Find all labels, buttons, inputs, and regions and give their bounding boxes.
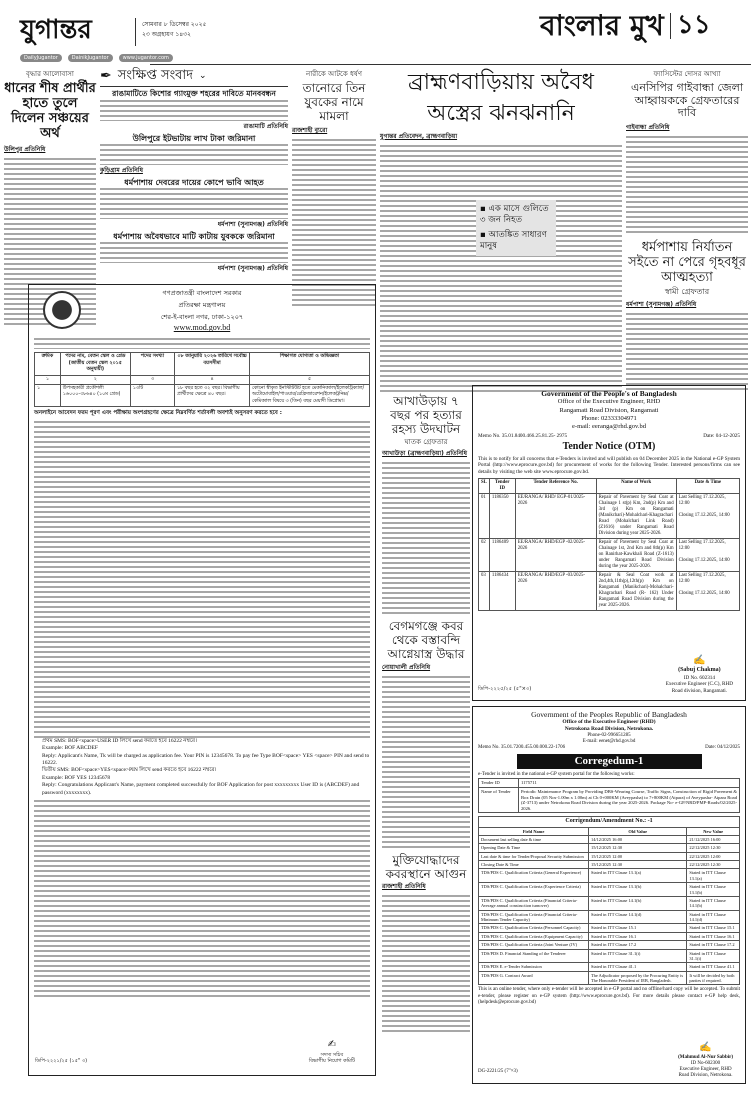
body-text [100,143,288,165]
headline: এনসিপির গাইবান্ধা জেলা আহ্বায়ককে গ্রেফতারের দাবি [630,81,744,120]
byline: গাইবান্ধা প্রতিনিধি [626,123,670,131]
section-header [540,10,711,42]
kicker: বৃদ্ধার আলোবাসা [26,70,74,78]
tender-notice: Government of the People's of Bangladesh Office of the Executive Engineer, RHD Rangamati Road Division, Rangamati Phone: 02333304971 e-mail: eeranga@rhd.gov.bd Memo No. 35.01.8400.466.25.81.25- 2975 Date: 04-12-2025 Tender Notice (OTM) This is to notify for all concerns that e-Tenders is invited and will publish on 04 December 2025 in the National e-GP System Portal (http://www.eprocure.gov.bd) for procurement of works for the following Tender. Interested persons/firms can see details by visiting the web site www.eprocure.gov.bd. SL Tender ID Tender Reference No. Name of Work Date & Time 01 1186350 EE/RANGA/ RHD/ EGP-01/2025-2026 Repair of Pavement by Seal Coat at Chainage 1 st(p) Km, 2nd(p) Km and 3rd (p) Km on Rangamati (Manikchari)-Mohalchari-Khagrachari Road (Mohalchari Link Road) (Z1616) under Rangamati Road Division during year 2025-2026. Last Selling 17.12.2025, 12:00 Closing 17.12.2025, 14:00 02 1186409 EE/RANGA/ RHD/EGP -02/2025-2026 Repair of Pavement by Seal Coat at Chainage 1st, 2nd Km and 8th(p) Km on Ranirhat-Kawkhali Road (Z-1613) under Rangamati Road Division during the year 2025-2026. Last Selling 17.12.2025, 12:00 Closing 17.12.2025, 14:00 03 1186434 EE/RANGA/ RHD/EGP -03/2025-2026 Repair & Seal Coat work at 2nd,4th,11th(p),12th(p) Km on Rangamati (Manikchari)-Mohalchari-Khagrachari Road (R- 162) Under Rangamati Road Division during the year 2025-2026. Last Selling 17.12.2025, 12:00 Closing 17.12.2025, 14:00 ✍ (Sabuj Chakma) ID No. 602314 Executive Engineer (C.C), RHD Road division, Rangamati. ডিপি-২২২৫/২৫ (৫"×৩) [472,385,746,701]
tender-info-table: Tender ID 1175711 Name of Tender Periodic Maintenance Program by Providing DBS-Wearing Course, Traffic Signs, Construction of Rigid Pavement & Box Drain (05 Nos-1.00m x 1.00m) at Ch 0+000KM (Aveypasha) to 7+800KM (Atpara) of Aveypasha- Atpara Road (Z-3713) under Netrokona Road Division during the year 2025-2026. Package No- e-GP/NRD/PMP-Roads/02/2025-2026. [478,778,740,813]
section-title: বাংলার মুখ [540,9,664,42]
tender-table: SL Tender ID Tender Reference No. Name of Work Date & Time 01 1186350 EE/RANGA/ RHD/ EGP-01/2025-2026 Repair of Pavement by Seal Coat at Chainage 1 st(p) Km, 2nd(p) Km and 3rd (p) Km on Rangamati (Manikchari)-Mohalchari-Khagrachari Road (Mohalchari Link Road) (Z1616) under Rangamati Road Division during year 2025-2026. Last Selling 17.12.2025, 12:00 Closing 17.12.2025, 14:00 02 1186409 EE/RANGA/ RHD/EGP -02/2025-2026 Repair of Pavement by Seal Coat at Chainage 1st, 2nd Km and 8th(p) Km on Ranirhat-Kawkhali Road (Z-1613) under Rangamati Road Division during the year 2025-2026. Last Selling 17.12.2025, 12:00 Closing 17.12.2025, 14:00 03 1186434 EE/RANGA/ RHD/EGP -03/2025-2026 Repair & Seal Coat work at 2nd,4th,11th(p),12th(p) Km on Rangamati (Manikchari)-Mohalchari-Khagrachari Road (R- 162) Under Rangamati Road Division during the year 2025-2026. Last Selling 17.12.2025, 12:00 Closing 17.12.2025, 14:00 [478,478,740,611]
subheadline: স্বামী গ্রেফতার [664,286,710,296]
body-text [100,99,288,121]
table-row: TDS/PDS C. Qualification Criteria (Joint Venture (JV) Stated in ITT Clause 17.2 Stated in ITT Clause 17.2 [479,941,740,949]
body-text [382,675,470,850]
masthead-rule [150,64,751,65]
pen-icon: ✒ [100,68,112,84]
ad-address: শের-ই-বাংলা নগর, ঢাকা-১২০৭ [160,312,244,321]
social-facebook-link-2[interactable]: DainikJugantor [68,54,113,62]
brief-headline: রাঙামাটিতে কিশোর গ্যাংমুক্ত শহরের দাবিতে মানববন্ধন [112,89,276,98]
briefs-title: সংক্ষিপ্ত সংবাদ [117,67,194,83]
body-text [100,187,288,219]
table-row: TDS/PDS G. Contract Award The Adjudicator proposed by the Procuring Entity is The Honorable President of IEB, Bangladesh. It will be decided by both parties if required. [479,971,740,985]
body-text [100,241,288,263]
headline: ধানের শীষ প্রার্থীর হাতে তুলে দিলেন সঞ্চয়ের অর্থ [4,81,96,141]
social-facebook-link[interactable]: DailyJugantor [20,54,62,62]
table-row: TDS/PDS C. Qualification Criteria (Financial Criteria-Minimum Tender Capacity) Stated in ITT Clause 14.1(d) Stated in ITT Clause 14.1(d) [479,910,740,924]
chevron-down-icon: ⌄ [199,71,207,81]
byline: ধর্মপাশা (সুনামগঞ্জ) প্রতিনিধি [217,265,288,273]
instructions-text [34,799,370,999]
headline: মুক্তিযোদ্ধাদের কবরস্থানে আগুন [385,852,467,881]
table-row: Opening Date & Time 15/12/2025 12:30 22/12/2025 12:30 [479,844,740,852]
corr-signature: ✍ (Mahmud Al-Nur Sabbir) ID No-602300 Executive Engineer, RHD Road Division, Netrokona. [678,1042,733,1078]
instructions-heading: অনলাইনে আবেদন ফরম পূরণ এবং পরীক্ষায় অংশগ্রহণের ক্ষেত্রে নিম্নবর্ণিত শর্তাবলী অবশ্যই অনুসরণ করতে হবে : [34,410,282,417]
corr-footer: This is an online tender, where only e-tender will be accepted in e-GP portal and no offline/hard copy will be accepted. To submit e-tender, please register on e-GP system (http://www.eprocure.gov.bd). For more details please contact e-GP help desk, (helpdesk@eprocure.gov.bd) [478,987,740,1005]
table-row: Closing Date & Time 15/12/2025 12:30 22/12/2025 12:30 [479,861,740,869]
brief-headline: উলিপুরে ইটভাটায় লাখ টাকা জরিমানা [132,133,256,143]
ad-gov: গণপ্রজাতন্ত্রী বাংলাদেশ সরকার [162,289,242,297]
tender-signature: ✍ (Sabuj Chakma) ID No. 602314 Executive Engineer (C.C), RHD Road division, Rangamati. [665,654,733,694]
masthead [20,16,440,66]
table-row: ১ উপসহকারী প্রকৌশলী ১৬০০০-৩৮৬৪০ (১০ম গ্রেড) ১৩টি ১৮ বছর হতে ৩২ বছর। বিভাগীয় প্রার্থীদের ক্ষেত্রে ৪০ বছর। কোনো স্বীকৃত ইনস্টিটিউট হতে মেকানিক্যাল/ইলেকট্রিক্যাল/অটোমোবাইল/পাওয়ার/রেফ্রিজারেশন/ইলেকট্রনিক্স/কেমিক্যাল বিষয়ে ৩ (তিন) বছর মেয়াদী ডিপ্লোমা। [35,384,370,406]
body-text [292,138,376,308]
byline: উলিপুর প্রতিনিধি [4,145,46,153]
government-seal-icon [43,291,81,329]
table-row: 02 1186409 EE/RANGA/ RHD/EGP -02/2025-2026 Repair of Pavement by Seal Coat at Chainage 1st, 2nd Km and 8th(p) Km on Ranirhat-Kawkhali Road (Z-1613) under Rangamati Road Division during the year 2025-2026. Last Selling 17.12.2025, 12:00 Closing 17.12.2025, 14:00 [479,539,740,572]
corr-gov: Government of the Peoples Republic of Bangladesh [531,710,687,719]
date-bangla: ২৩ অগ্রহায়ণ ১৪৩২ [142,31,191,38]
byline: রাজশাহী প্রতিনিধি [382,883,426,891]
corr-title: Corregedum-1 [517,754,702,769]
byline: যুগান্তর প্রতিবেদন, ব্রাহ্মণবাড়িয়া [380,132,458,140]
byline: কুড়িগ্রাম প্রতিনিধি [100,166,143,174]
body-text [34,337,370,349]
story-col3 [292,68,376,308]
headline: ধর্মপাশায় নির্যাতন সইতে না পেরে গৃহবধূর আত্মহত্যা [628,239,746,285]
tender-title: Tender Notice (OTM) [562,441,656,453]
mid-column [382,395,470,1034]
byline: নোয়াখালী প্রতিনিধি [382,663,431,671]
posts-table: ক্রমিক পদের নাম, বেতন স্কেল ও গ্রেড (জাতীয় বেতন স্কেল ২০১৫ অনুযায়ী) পদের সংখ্যা ০৮ জানুয়ারি ২০২৬ তারিখে সর্বোচ্চ বয়সসীমা শিক্ষাগত যোগ্যতা ও অভিজ্ঞতা ১ ২ ৩ ৪ ৫ ১ উপসহকারী প্রকৌশলী ১৬০০০-৩৮৬৪০ (১০ম গ্রেড) ১৩টি ১৮ বছর হতে ৩২ বছর। বিভাগীয় প্রার্থীদের ক্ষেত্রে ৪০ বছর। কোনো স্বীকৃত ইনস্টিটিউট হতে মেকানিক্যাল/ইলেকট্রিক্যাল/অটোমোবাইল/পাওয়ার/রেফ্রিজারেশন/ইলেকট্রনিক্স/কেমিক্যাল বিষয়ে ৩ (তিন) বছর মেয়াদী ডিপ্লোমা। [34,352,370,407]
table-row: TDS/PDS C. Qualification Criteria (Experience Criteria) Stated in ITT Clause 13.1(b) Stated in ITT Clause 13.1(b) [479,883,740,897]
signature-mark: ✍ [699,1042,712,1054]
ad-website-link[interactable]: www.mod.gov.bd [173,323,231,333]
body-text [382,461,470,616]
byline: আখাউড়া (ব্রাহ্মণবাড়িয়া) প্রতিনিধি [382,450,467,458]
kicker: ফ্যাসিস্টের দোসর আখ্যা [653,70,721,78]
brief-headline: ধর্মপাশায় অবৈধভাবে মাটি কাটায় যুবককে জরিমানা [113,232,275,241]
table-row: TDS/PDS C. Qualification Criteria (Personnel Capacity) Stated in ITT Clause 15.1 Stated in ITT Clause 15.1 [479,924,740,932]
logo: যুগান্তর [20,15,92,45]
table-row: TDS/PDS C. Qualification Criteria (Financial Criteria-Average annual construction turnover) Stated in ITT Clause 14.1(b) Stated in ITT Clause 14.1(b) [479,896,740,910]
ad-code: ডিপি-২২২৫/২৫ (৫"×৩) [478,685,532,692]
body-text [382,894,470,1034]
tender-gov: Government of the People's of Bangladesh [541,389,677,398]
signature-mark: ✍ [327,1039,337,1050]
table-row: 01 1186350 EE/RANGA/ RHD/ EGP-01/2025-2026 Repair of Pavement by Seal Coat at Chainage 1 st(p) Km, 2nd(p) Km and 3rd (p) Km on Rangamati (Manikchari)-Mohalchari-Khagrachari Road (Mohalchari Link Road) (Z1616) under Rangamati Road Division during year 2025-2026. Last Selling 17.12.2025, 12:00 Closing 17.12.2025, 14:00 [479,494,740,539]
body-text [380,144,622,394]
briefs-section [100,68,288,274]
byline: ধর্মপাশা (সুনামগঞ্জ) প্রতিনিধি [217,221,288,228]
signature-mark: ✍ [693,654,706,666]
headline: আখাউড়ায় ৭ বছর পর হত্যার রহস্য উদঘাটন [390,394,462,436]
amendment-table: Corrigendum/Amendment No.: -1 Field Name Old Value New Value Document last selling date & time 14/12/2025 16:00 21/12/2025 16:00 Opening Date & Time 15/12/2025 12:30 22/12/2025 12:30 Last date & time for Tender/Proposal Security Submission 15/12/2025 12:00 22/12/2025 12:00 Closing Date & Time 15/12/2025 12:30 22/12/2025 12:30 TDS/PDS C. Qualification Criteria (General Experience) Stated in ITT Clause 13.1(a) Stated in ITT Clause 13.1(a) TDS/PDS C. Qualification Criteria (Experience Criteria) Stated in ITT Clause 13.1(b) Stated in ITT Clause 13.1(b) TDS/PDS C. Qualification Criteria (Financial Criteria-Average annual construction turnover) Stated in ITT Clause 14.1(b) Stated in ITT Clause 14.1(b) TDS/PDS C. Qualification Criteria (Financial Criteria-Minimum Tender Capacity) Stated in ITT Clause 14.1(d) Stated in ITT Clause 14.1(d) TDS/PDS C. Qualification Criteria (Personnel Capacity) Stated in ITT Clause 15.1 Stated in ITT Clause 15.1 TDS/PDS C. Qualification Criteria (Equipment Capacity) Stated in ITT Clause 16.1 Stated in ITT Clause 16.1 TDS/PDS C. Qualification Criteria (Joint Venture (JV) Stated in ITT Clause 17.2 Stated in ITT Clause 17.2 TDS/PDS D. Financial Standing of the Tenderer Stated in ITT Clause 31.1(i) Stated in ITT Clause 31.1(i) TDS/PDS E. e-Tender Submission Stated in ITT Clause 41.1 Stated in ITT Clause 41.1 TDS/PDS G. Contract Award The Adjudicator proposed by the Procuring Entity is The Honorable President of IEB, Bangladesh. It will be decided by both parties if required. [478,816,740,985]
kicker: নারীকে আটকে ধর্ষণ [306,70,362,78]
corrigendum-notice: Government of the Peoples Republic of Bangladesh Office of the Executive Engineer (RHD) Netrokona Road Division, Netrokona. Phone-02-996651285 E-mail: eenet@rhd.gov.bd Memo No. 35.01.7200.455.00.000.22-1706 Date: 04/12/2025 Corregedum-1 e-Tender is invited in the national e-GP system portal for the following works: Tender ID 1175711 Name of Tender Periodic Maintenance Program by Providing DBS-Wearing Course, Traffic Signs, Construction of Rigid Pavement & Box Drain (05 Nos-1.00m x 1.00m) at Ch 0+000KM (Aveypasha) to 7+800KM (Atpara) of Aveypasha- Atpara Road (Z-3713) under Netrokona Road Division during the year 2025-2026. Package No- e-GP/NRD/PMP-Roads/02/2025-2026. Corrigendum/Amendment No.: -1 Field Name Old Value New Value Document last selling date & time 14/12/2025 16:00 21/12/2025 16:00 Opening Date & Time 15/12/2025 12:30 22/12/2025 12:30 Last date & time for Tender/Proposal Security Submission 15/12/2025 12:00 22/12/2025 12:00 Closing Date & Time 15/12/2025 12:30 22/12/2025 12:30 TDS/PDS C. Qualification Criteria (General Experience) Stated in ITT Clause 13.1(a) Stated in ITT Clause 13.1(a) TDS/PDS C. Qualification Criteria (Experience Criteria) Stated in ITT Clause 13.1(b) Stated in ITT Clause 13.1(b) TDS/PDS C. Qualification Criteria (Financial Criteria-Average annual construction turnover) Stated in ITT Clause 14.1(b) Stated in ITT Clause 14.1(b) TDS/PDS C. Qualification Criteria (Financial Criteria-Minimum Tender Capacity) Stated in ITT Clause 14.1(d) Stated in ITT Clause 14.1(d) TDS/PDS C. Qualification Criteria (Personnel Capacity) Stated in ITT Clause 15.1 Stated in ITT Clause 15.1 TDS/PDS C. Qualification Criteria (Equipment Capacity) Stated in ITT Clause 16.1 Stated in ITT Clause 16.1 TDS/PDS C. Qualification Criteria (Joint Venture (JV) Stated in ITT Clause 17.2 Stated in ITT Clause 17.2 TDS/PDS D. Financial Standing of the Tenderer Stated in ITT Clause 31.1(i) Stated in ITT Clause 31.1(i) TDS/PDS E. e-Tender Submission Stated in ITT Clause 41.1 Stated in ITT Clause 41.1 TDS/PDS G. Contract Award The Adjudicator proposed by the Procuring Entity is The Honorable President of IEB, Bangladesh. It will be decided by both parties if required. This is an online tender, where only e-tender will be accepted in e-GP portal and no offline/hard copy will be accepted. To submit e-tender, please register on e-GP system (http://www.eprocure.gov.bd). For more details please contact e-GP help desk, (helpdesk@eprocure.gov.bd) ✍ (Mahmud Al-Nur Sabbir) ID No-602300 Executive Engineer, RHD Road Division, Netrokona. DG-2221/25 (7"×3) [472,706,746,1084]
byline: ধর্মপাশা (সুনামগঞ্জ) প্রতিনিধি [626,300,697,308]
ad-signature: ✍ সদস্য সচিব বিভাগীয় নিয়োগ কমিটি [308,1039,355,1065]
story-col5 [626,68,748,392]
lead-headline-line2: অস্ত্রের ঝনঝনানি [427,101,575,127]
headline: তানোরে তিন যুবকের নামে মামলা [302,81,366,123]
sms-instructions: প্রথম SMS: BOF<space>USER ID লিখে send করতে হবে 16222 নম্বরে। Example: BOF ABCDEF Reply: Applicant's Name, Tk will be charged as application fee. Your PIN is 12345678. To pay fee Type BOF<space> YES <space> PIN and send to 16222. দ্বিতীয় SMS: BOF<space>YES<space>PIN লিখে send করতে হবে 16222 নম্বরে। Example: BOF YES 12345678 Reply: Congratulations Applicant's Name, payment completed successfully for BOF Application for post xxxxxxxxx User ID is (ABCDEF) and password (xxxxxxxx). [42,737,370,796]
ad-code: ডিপি-২২২১/২৫ (১৫" ৩) [35,1058,88,1065]
table-row: TDS/PDS D. Financial Standing of the Tenderer Stated in ITT Clause 31.1(i) Stated in ITT Clause 31.1(i) [479,949,740,963]
table-row: TDS/PDS C. Qualification Criteria (Equipment Capacity) Stated in ITT Clause 16.1 Stated in ITT Clause 16.1 [479,932,740,940]
body-text [626,135,748,235]
date: সোমবার ৮ ডিসেম্বর ২০২৫ [142,21,207,28]
ad-code: DG-2221/25 (7"×3) [478,1068,518,1074]
table-row: TDS/PDS C. Qualification Criteria (General Experience) Stated in ITT Clause 13.1(a) Stated in ITT Clause 13.1(a) [479,869,740,883]
mod-recruitment-ad [28,284,376,1076]
ad-ministry: প্রতিরক্ষা মন্ত্রণালয় [178,300,226,309]
body-text [626,312,748,392]
byline: রাঙামাটি প্রতিনিধি [243,122,288,130]
instructions-text [34,420,370,738]
page-number: ১১ [676,10,711,41]
byline: রাজশাহী ব্যুরো [292,127,328,135]
table-row: Document last selling date & time 14/12/2025 16:00 21/12/2025 16:00 [479,835,740,843]
lead-story [380,70,622,394]
website-link[interactable]: www.jugantor.com [119,54,173,62]
pullquote: ▪ এক মাসে গুলিতে ৩ জন নিহত [480,204,549,226]
headline: বেগমগঞ্জে কবর থেকে বস্তাবন্দি আগ্নেয়াস্ত্র উদ্ধার [387,619,465,661]
subheadline: ঘাতক গ্রেফতার [404,438,448,447]
pullquote-box [476,200,556,256]
brief-headline: ধর্মপাশায় দেবরের দায়ের কোপে ভাবি আহত [124,177,264,187]
table-row: TDS/PDS E. e-Tender Submission Stated in ITT Clause 41.1 Stated in ITT Clause 41.1 [479,963,740,971]
table-row: 03 1186434 EE/RANGA/ RHD/EGP -03/2025-2026 Repair & Seal Coat work at 2nd,4th,11th(p),12th(p) Km on Rangamati (Manikchari)-Mohalchari-Khagrachari Road (R- 162) Under Rangamati Road Division during the year 2025-2026. Last Selling 17.12.2025, 12:00 Closing 17.12.2025, 14:00 [479,572,740,611]
lead-headline-line1: ব্রাহ্মণবাড়িয়ায় অবৈধ [408,70,594,95]
pullquote: ▪ আতঙ্কিত সাধারণ মানুষ [480,230,547,252]
table-row: Last date & time for Tender/Proposal Security Submission 15/12/2025 12:00 22/12/2025 12:00 [479,852,740,860]
